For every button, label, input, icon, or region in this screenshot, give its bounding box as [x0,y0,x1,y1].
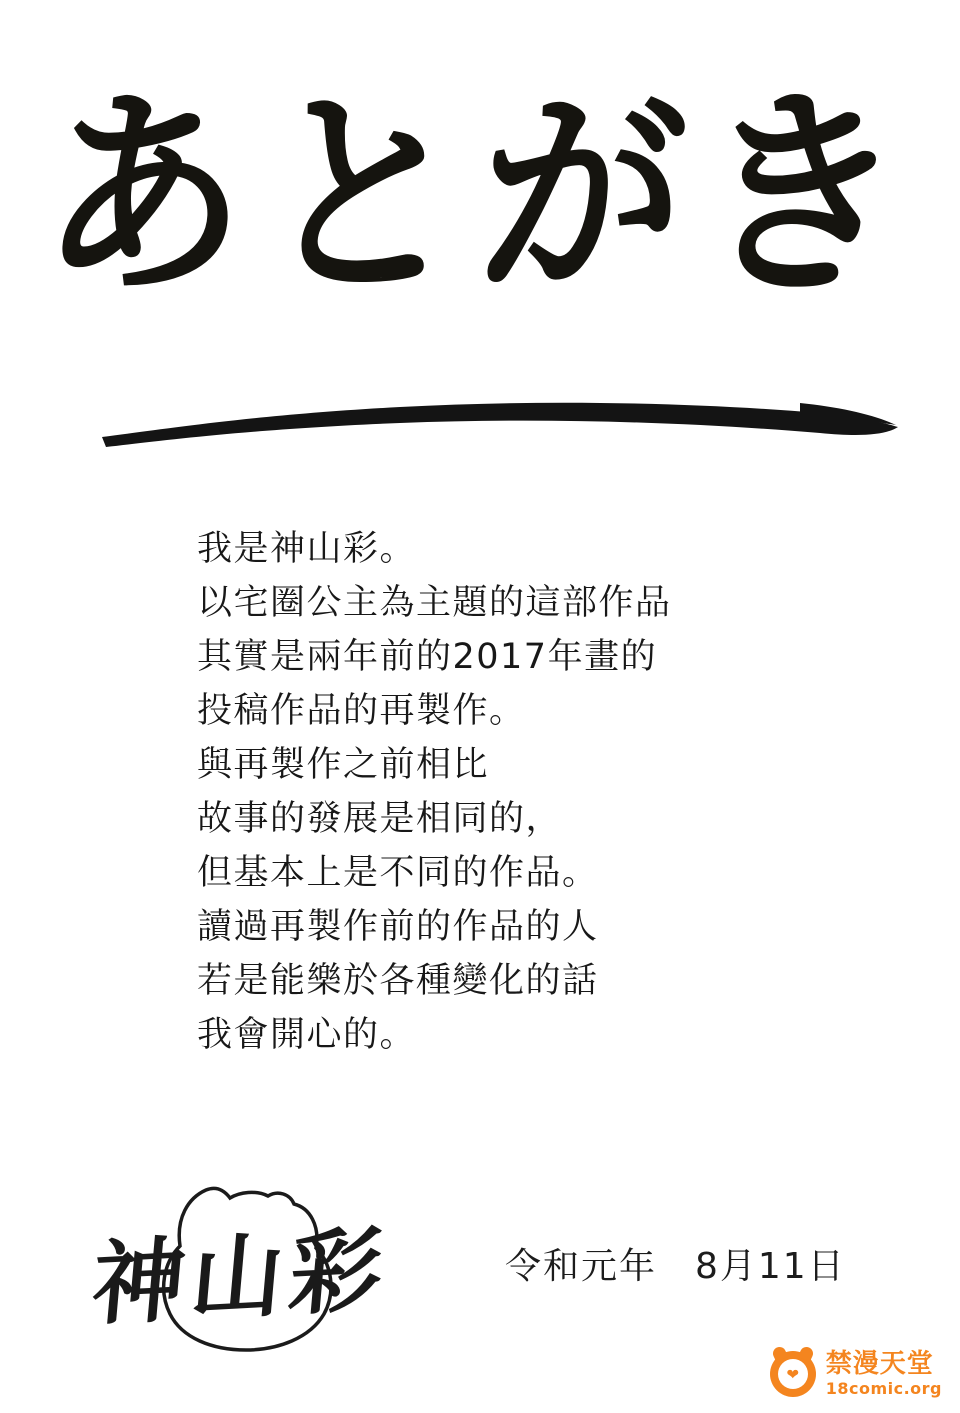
cat-ear-left-icon [771,1345,788,1362]
page-title: あとがき [35,68,925,326]
body-line: 若是能樂於各種變化的話 [197,961,599,1001]
watermark-title: 禁漫天堂 [825,1349,934,1379]
watermark-text [826,1351,942,1397]
cat-heart-icon [770,1351,816,1397]
body-line: 以宅圈公主為主題的這部作品 [197,583,672,623]
body-line: 與再製作之前相比 [197,745,490,785]
body-line: 其實是兩年前的2017年畫的 [197,637,658,677]
signature-block [88,1168,398,1353]
signature-date: 令和元年 8月11日 [505,1246,846,1287]
heart-icon: ❤ [786,1365,799,1384]
signature-name: 神山彩 [87,1216,393,1339]
body-line: 我會開心的。 [197,1015,417,1055]
cat-face-icon [778,1359,808,1389]
brush-underline-icon [100,385,900,455]
body-line: 讀過再製作前的作品的人 [197,907,599,947]
site-watermark [770,1351,942,1397]
body-line: 故事的發展是相同的， [197,799,563,839]
title-area [0,68,960,385]
cat-ear-right-icon [798,1345,815,1362]
body-line: 我是神山彩。 [197,529,417,569]
body-line: 投稿作品的再製作。 [197,691,526,731]
watermark-subtitle: 18comic.org [825,1379,942,1398]
afterword-body [197,522,877,1062]
body-line: 但基本上是不同的作品。 [197,853,599,893]
